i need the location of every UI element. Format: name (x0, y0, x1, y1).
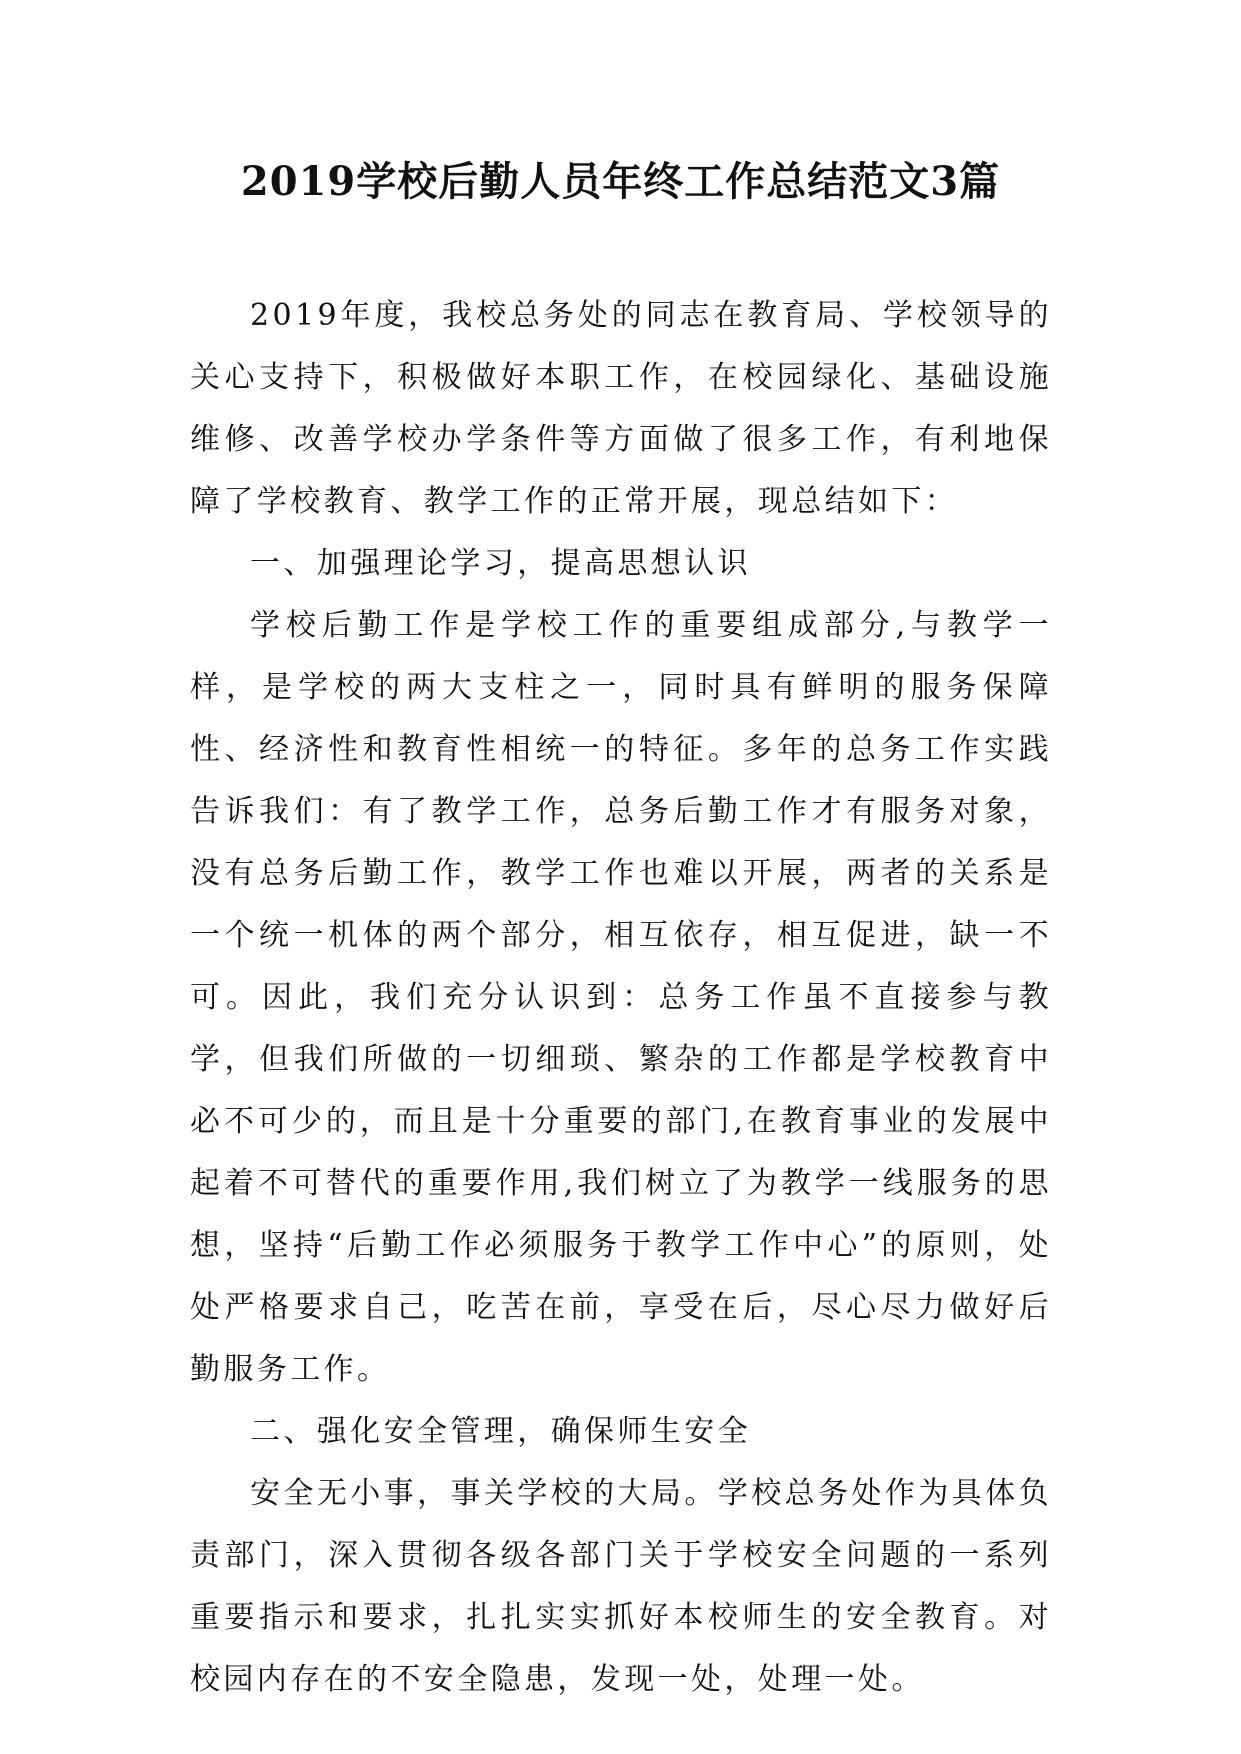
document-title: 2019学校后勤人员年终工作总结范文3篇 (240, 158, 1001, 205)
paragraph-section-1: 学校后勤工作是学校工作的重要组成部分,与教学一样，是学校的两大支柱之一，同时具有鲜明的服务保障性、经济性和教育性相统一的特征。多年的总务工作实践告诉我们：有了教学工作，总务后勤工作才有服务对象，没有总务后勤工作，教学工作也难以开展，两者的关系是一个统一机体的两个部分，相互依存，相互促进，缺一不可。因此，我们充分认识到：总务工作虽不直接参与教学，但我们所做的一切细琐、繁杂的工作都是学校教育中必不可少的，而且是十分重要的部门,在教育事业的发展中起着不可替代的重要作用,我们树立了为教学一线服务的思想，坚持“后勤工作必须服务于教学工作中心”的原则，处处严格要求自己，吃苦在前，享受在后，尽心尽力做好后勤服务工作。 (190, 608, 1052, 1387)
section-heading-1: 一、加强理论学习，提高思想认识 (250, 546, 751, 581)
section-heading-2: 二、强化安全管理，确保师生安全 (250, 1414, 751, 1449)
document-body (190, 285, 1052, 1711)
paragraph-intro: 2019年度，我校总务处的同志在教育局、学校领导的关心支持下，积极做好本职工作，在校园绿化、基础设施维修、改善学校办学条件等方面做了很多工作，有利地保障了学校教育、教学工作的正常开展，现总结如下： (190, 298, 1052, 519)
paragraph-section-2: 安全无小事，事关学校的大局。学校总务处作为具体负责部门，深入贯彻各级各部门关于学校安全问题的一系列重要指示和要求，扎扎实实抓好本校师生的安全教育。对校园内存在的不安全隐患，发现一处，处理一处。 (190, 1476, 1052, 1697)
